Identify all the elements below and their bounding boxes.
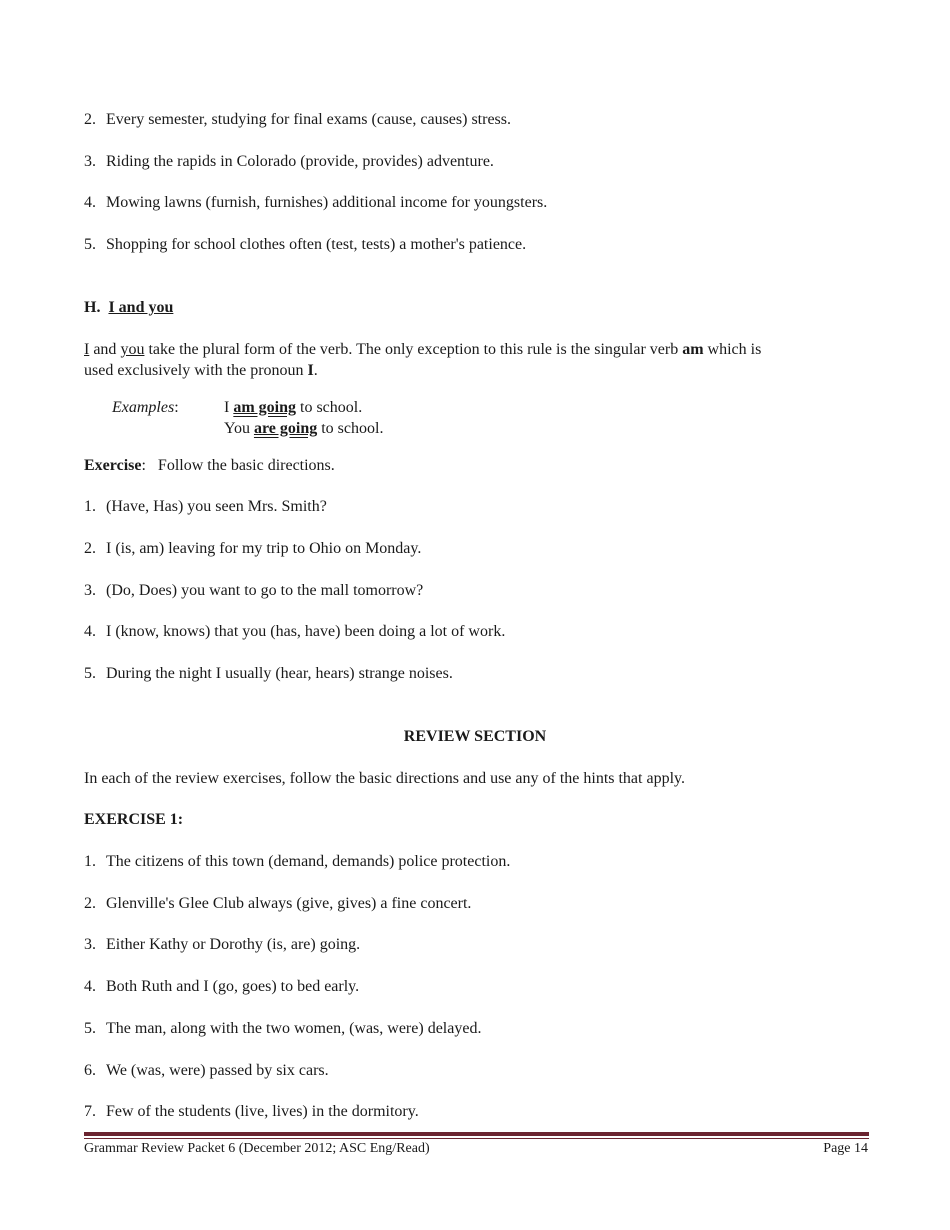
review-heading: REVIEW SECTION <box>403 728 547 745</box>
list-item: 1. The citizens of this town (demand, demands) police protection. <box>84 853 511 870</box>
exercise-directions: Exercise: Follow the basic directions. <box>84 457 335 474</box>
rule-paragraph-line1: I and you take the plural form of the verb. The only exception to this rule is the singular verb am which is <box>84 341 762 358</box>
page-number: Page 14 <box>823 1141 868 1156</box>
exercise-heading: EXERCISE 1: <box>84 811 184 828</box>
section-title: I and you <box>108 299 174 316</box>
list-item: 5. During the night I usually (hear, hears) strange noises. <box>84 665 453 682</box>
footer-rule-thin <box>84 1138 869 1139</box>
footer-title: Grammar Review Packet 6 (December 2012; ASC Eng/Read) <box>84 1141 430 1156</box>
list-item: 2. Glenville's Glee Club always (give, gives) a fine concert. <box>84 895 472 912</box>
list-item: 7. Few of the students (live, lives) in the dormitory. <box>84 1103 419 1120</box>
example-sentence: I am going to school. <box>224 399 363 416</box>
review-intro: In each of the review exercises, follow the basic directions and use any of the hints that apply. <box>84 770 685 787</box>
list-item: 3. (Do, Does) you want to go to the mall tomorrow? <box>84 582 424 599</box>
list-item: 4. I (know, knows) that you (has, have) been doing a lot of work. <box>84 623 506 640</box>
list-item: 2. I (is, am) leaving for my trip to Ohio on Monday. <box>84 540 422 557</box>
list-item: 3. Riding the rapids in Colorado (provide, provides) adventure. <box>84 153 494 170</box>
example-sentence: You are going to school. <box>224 420 384 437</box>
list-item: 4. Both Ruth and I (go, goes) to bed early. <box>84 978 360 995</box>
examples-label: Examples: <box>112 399 179 416</box>
list-item: 5. Shopping for school clothes often (test, tests) a mother's patience. <box>84 236 527 253</box>
rule-paragraph-line2: used exclusively with the pronoun I. <box>84 362 318 379</box>
list-item: 2. Every semester, studying for final exams (cause, causes) stress. <box>84 111 512 128</box>
list-item: 3. Either Kathy or Dorothy (is, are) going. <box>84 936 361 953</box>
list-item: 6. We (was, were) passed by six cars. <box>84 1062 329 1079</box>
list-item: 4. Mowing lawns (furnish, furnishes) additional income for youngsters. <box>84 194 548 211</box>
list-item: 5. The man, along with the two women, (was, were) delayed. <box>84 1020 482 1037</box>
list-item: 1. (Have, Has) you seen Mrs. Smith? <box>84 498 327 515</box>
section-heading: H. I and you <box>84 299 174 316</box>
footer-rule-thick <box>84 1132 869 1136</box>
